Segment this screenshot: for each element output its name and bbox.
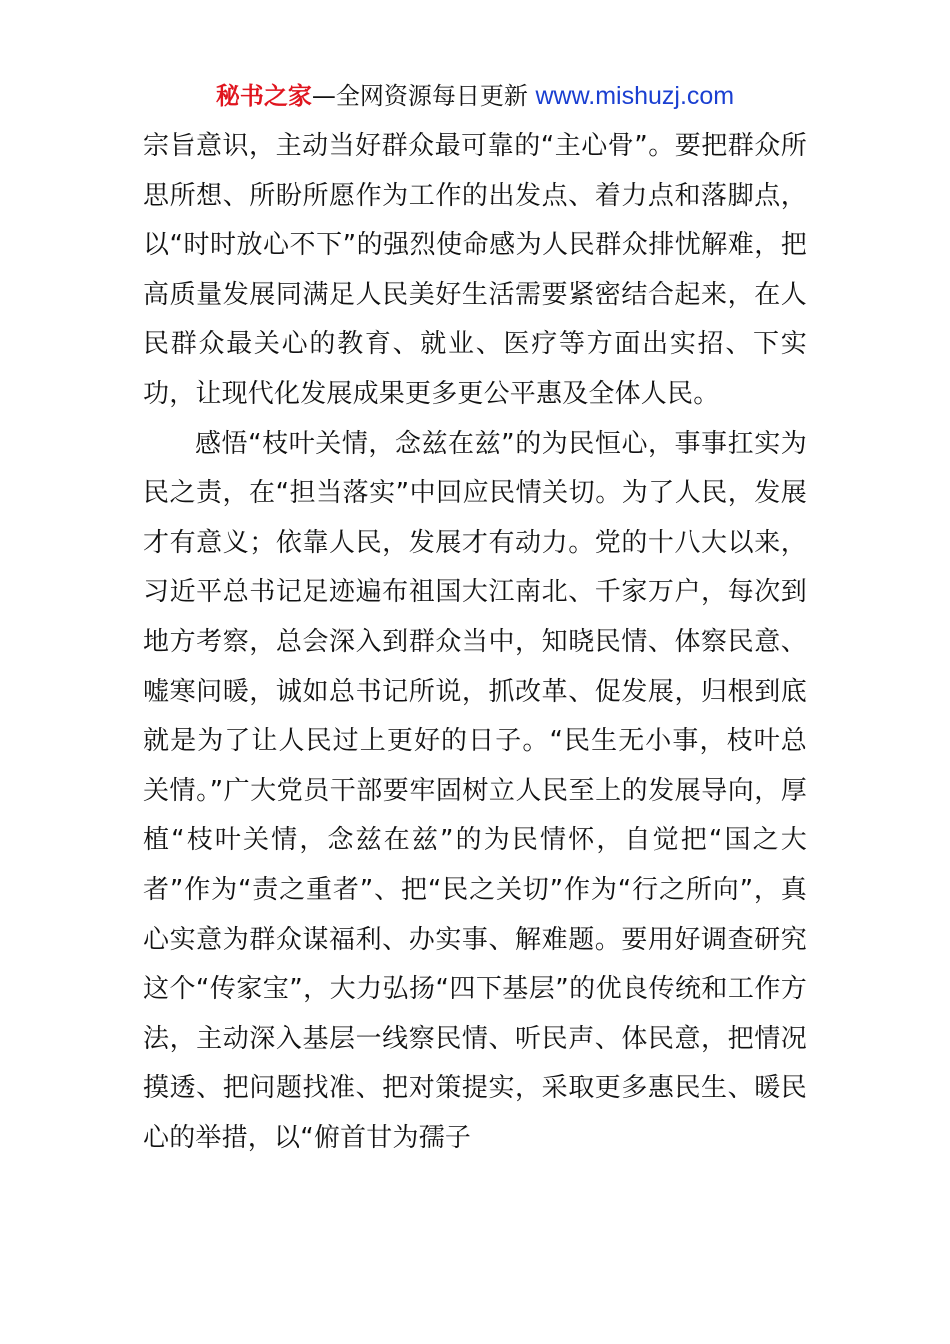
- site-brand: 秘书之家: [215, 82, 312, 110]
- paragraph: 感悟“枝叶关情，念兹在兹”的为民恒心，事事扛实为民之责，在“担当落实”中回应民情关切。为了人民，发展才有意义；依靠人民，发展才有动力。党的十八大以来，习近平总书记足迹遍布祖国大江南北、千家万户，每次到地方考察，总会深入到群众当中，知晓民情、体察民意、嘘寒问暖，诚如总书记所说，抓改革、促发展，归根到底就是为了让人民过上更好的日子。“民生无小事，枝叶总关情。”广大党员干部要牢固树立人民至上的发展导向，厚植“枝叶关情，念兹在兹”的为民情怀，自觉把“国之大者”作为“责之重者”、把“民之关切”作为“行之所向”，真心实意为群众谋福利、办实事、解难题。要用好调查研究这个“传家宝”，大力弘扬“四下基层”的优良传统和工作方法，主动深入基层一线察民情、听民声、体民意，把情况摸透、把问题找准、把对策提实，采取更多惠民生、暖民心的举措，以“俯首甘为孺子: [143, 428, 807, 1153]
- site-url-link[interactable]: www.mishuzj.com: [535, 82, 735, 110]
- page-header: [0, 80, 950, 112]
- site-tagline: —全网资源每日更新: [311, 82, 536, 110]
- paragraph-continued: 宗旨意识，主动当好群众最可靠的“主心骨”。要把群众所思所想、所盼所愿作为工作的出发点、着力点和落脚点，以“时时放心不下”的强烈使命感为人民群众排忧解难，把高质量发展同满足人民美好生活需要紧密结合起来，在人民群众最关心的教育、就业、医疗等方面出实招、下实功，让现代化发展成果更多更公平惠及全体人民。: [143, 131, 807, 409]
- document-body: [143, 122, 807, 1163]
